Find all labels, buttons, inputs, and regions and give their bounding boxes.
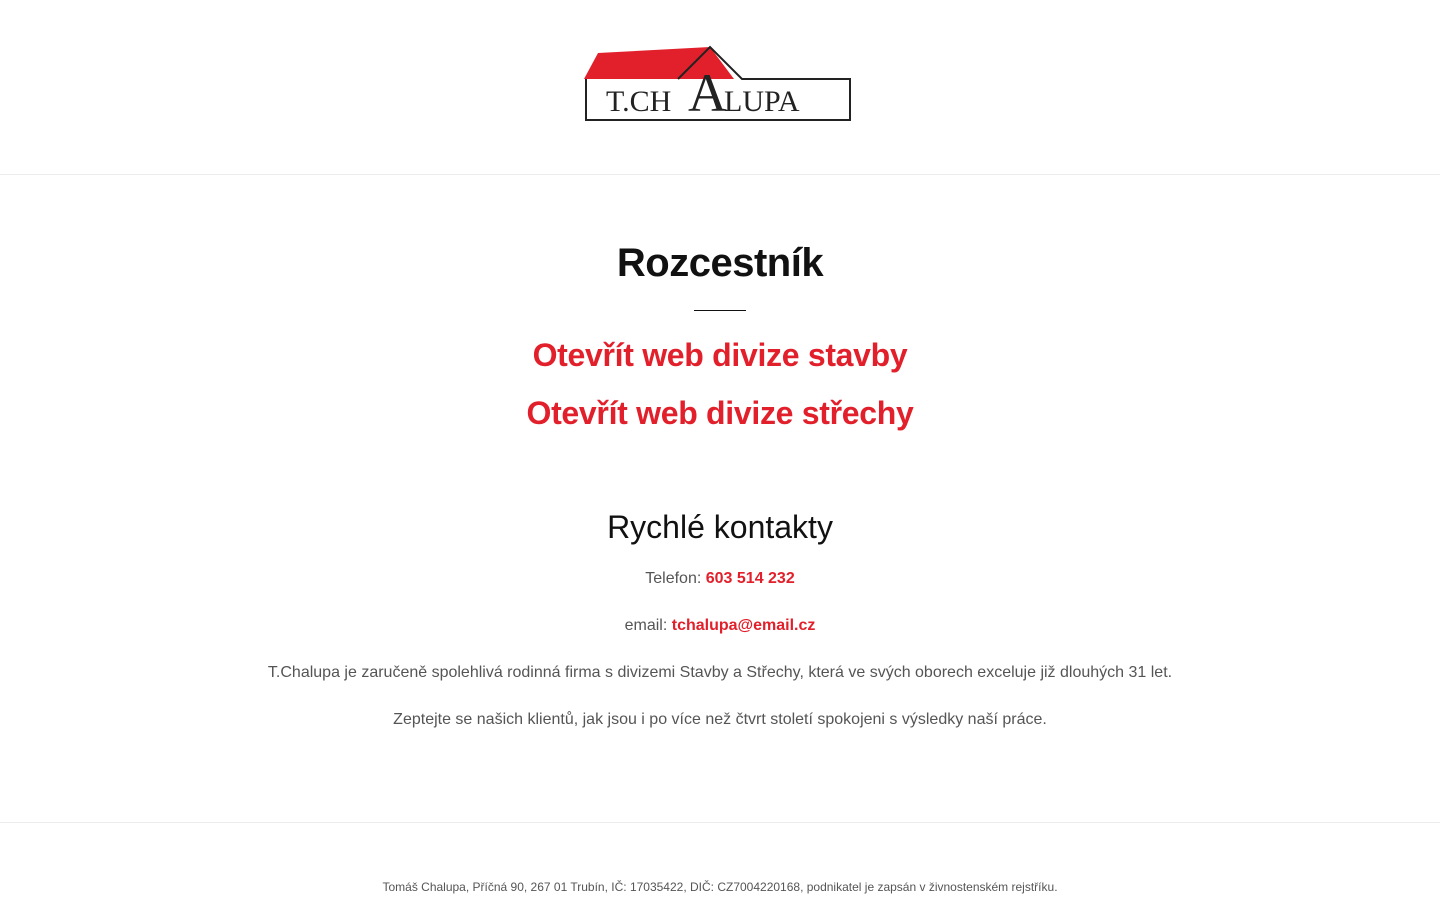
email-line xyxy=(0,617,1440,635)
link-division-stavby[interactable]: Otevřít web divize stavby xyxy=(532,337,908,373)
contacts-heading: Rychlé kontakty xyxy=(607,509,833,545)
email-label: email: xyxy=(624,617,668,634)
site-footer xyxy=(0,823,1440,900)
company-logo[interactable] xyxy=(584,45,854,125)
title-divider xyxy=(694,310,746,311)
link-division-strechy[interactable]: Otevřít web divize střechy xyxy=(526,395,914,431)
phone-link[interactable]: 603 514 232 xyxy=(705,570,795,587)
footer-company-info: Tomáš Chalupa, Příčná 90, 267 01 Trubín, IČ: 17035422, DIČ: CZ7004220168, podnikatel je zapsán v živnostenském rejstříku. xyxy=(382,880,1058,894)
logo-text-suffix: LUPA xyxy=(724,85,800,118)
phone-label: Telefon: xyxy=(645,570,702,587)
description-paragraph: Zeptejte se našich klientů, jak jsou i po více než čtvrt století spokojeni s výsledky naší práce. xyxy=(393,711,1047,728)
main-content xyxy=(0,175,1440,823)
phone-line xyxy=(0,570,1440,588)
description-paragraph: T.Chalupa je zaručeně spolehlivá rodinná firma s divizemi Stavby a Střechy, která ve svých oborech exceluje již dlouhých 31 let. xyxy=(267,664,1173,681)
logo-text-big: A xyxy=(688,63,727,123)
page-title: Rozcestník xyxy=(616,241,824,285)
logo-text-prefix: T.CH xyxy=(606,85,672,118)
site-header xyxy=(0,0,1440,175)
email-link[interactable]: tchalupa@email.cz xyxy=(671,617,816,634)
